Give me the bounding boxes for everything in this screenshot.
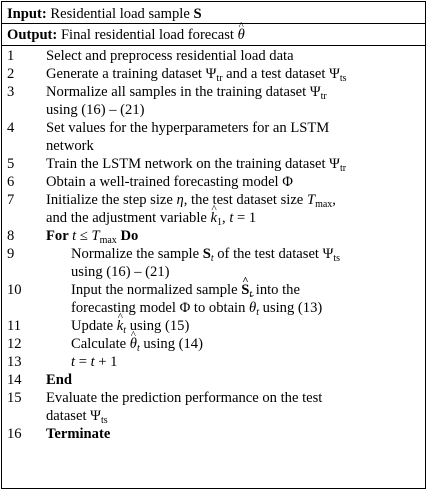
step-number: 10 xyxy=(7,282,22,298)
step-number: 13 xyxy=(7,354,22,370)
step-5 xyxy=(2,155,425,173)
output-text: Final residential load forecast xyxy=(60,27,234,43)
step-number: 6 xyxy=(7,174,15,190)
algorithm-box xyxy=(1,1,426,489)
step-7 xyxy=(2,191,425,227)
output-symbol: ^ θ xyxy=(238,25,245,45)
step-text: Generate a training dataset $\Psi_{tr}$ and a test dataset $\Psi_{ts}$ xyxy=(46,66,347,84)
step-4 xyxy=(2,119,425,155)
step-text: End xyxy=(46,372,72,388)
step-text: Initialize the step size η, the test dataset size $T_{max}$, and the adjustment variable ^ $k_1$, t = 1 xyxy=(46,191,425,227)
input-symbol: S xyxy=(193,6,202,22)
algorithm-input-line xyxy=(2,4,425,23)
step-number: 2 xyxy=(7,66,15,82)
step-2 xyxy=(2,65,425,83)
input-label: Input: xyxy=(7,6,47,22)
algorithm-output-line xyxy=(2,25,425,45)
step-3 xyxy=(2,83,425,119)
step-9 xyxy=(2,245,425,281)
step-text: Evaluate the prediction performance on the test dataset $\Psi_{ts}$ xyxy=(46,390,323,426)
step-text: t = t + 1 xyxy=(71,354,118,370)
output-label: Output: xyxy=(7,27,58,43)
step-16 xyxy=(2,425,425,443)
step-number: 14 xyxy=(7,372,22,388)
step-number: 16 xyxy=(7,426,22,442)
step-number: 3 xyxy=(7,84,15,100)
step-number: 12 xyxy=(7,336,22,352)
step-text: Normalize all samples in the training dataset $\Psi_{tr}$ using (16) – (21) xyxy=(46,84,327,118)
step-text: Calculate ^ $\theta_t$ using (14) xyxy=(71,335,425,353)
step-number: 4 xyxy=(7,120,15,136)
step-11 xyxy=(2,317,425,335)
step-number: 8 xyxy=(7,228,15,244)
step-text: Input the normalized sample ^ $S_t$ into the forecasting model Φ to obtain ˘ $\theta_t$ using (13) xyxy=(71,281,425,317)
step-number: 1 xyxy=(7,48,15,64)
step-text: Update ^ $k_t$ using (15) xyxy=(71,317,425,335)
step-12 xyxy=(2,335,425,353)
output-divider xyxy=(2,45,425,46)
step-6 xyxy=(2,173,425,191)
step-number: 15 xyxy=(7,390,22,406)
step-10 xyxy=(2,281,425,317)
step-1 xyxy=(2,47,425,65)
step-number: 11 xyxy=(7,318,22,334)
step-number: 5 xyxy=(7,156,15,172)
input-text: Residential load sample xyxy=(50,6,190,22)
step-text: Obtain a well-trained forecasting model Φ xyxy=(46,174,293,190)
step-text: Set values for the hyperparameters for an LSTM network xyxy=(46,120,330,154)
step-15 xyxy=(2,389,425,425)
step-text: Select and preprocess residential load data xyxy=(46,48,294,64)
step-number: 9 xyxy=(7,246,15,262)
step-8 xyxy=(2,227,425,245)
step-13 xyxy=(2,353,425,371)
step-text: Normalize the sample $S_t$ of the test dataset $\Psi_{ts}$ using (16) – (21) xyxy=(71,246,341,280)
step-text: Train the LSTM network on the training dataset $\Psi_{tr}$ xyxy=(46,156,347,174)
step-14 xyxy=(2,371,425,389)
step-text: For $t \le T_{max}$ Do xyxy=(46,228,139,246)
step-text: Terminate xyxy=(46,426,111,442)
header-divider xyxy=(2,23,425,24)
step-number: 7 xyxy=(7,192,15,208)
